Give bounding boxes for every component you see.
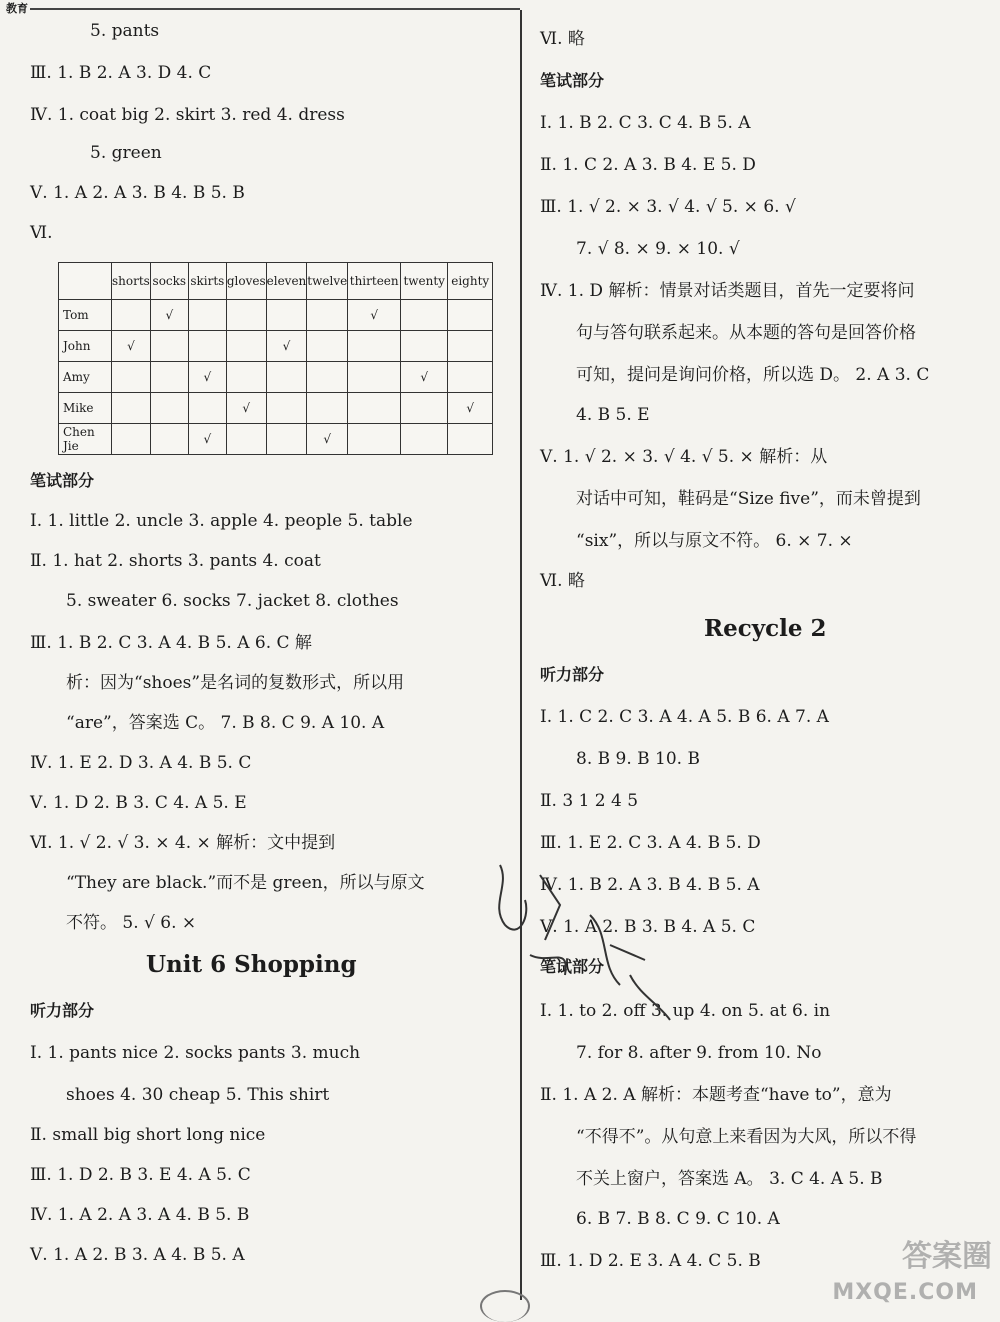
table-cell bbox=[112, 300, 151, 331]
table-header-cell: skirts bbox=[188, 263, 226, 300]
answer-line: 不符。 5. √ 6. × bbox=[66, 913, 197, 933]
watermark bbox=[822, 1225, 992, 1305]
table-cell bbox=[150, 362, 188, 393]
table-cell bbox=[226, 300, 266, 331]
answer-line: 6. B 7. B 8. C 9. C 10. A bbox=[576, 1209, 780, 1229]
section-heading: 笔试部分 bbox=[540, 957, 605, 976]
table-cell bbox=[188, 393, 226, 424]
answer-line: Ⅲ. 1. D 2. B 3. E 4. A 5. C bbox=[30, 1165, 251, 1185]
answer-line: “They are black.”而不是 green，所以与原文 bbox=[66, 873, 425, 893]
answer-line: 对话中可知，鞋码是“Size five”，而未曾提到 bbox=[576, 489, 921, 509]
table-header-row bbox=[59, 263, 493, 300]
table-cell: √ bbox=[348, 300, 401, 331]
answer-line: Ⅲ. 1. D 2. E 3. A 4. C 5. B bbox=[540, 1251, 761, 1271]
table-cell: √ bbox=[401, 362, 448, 393]
table-cell bbox=[448, 300, 493, 331]
table-cell bbox=[150, 424, 188, 455]
answer-line: Ⅳ. 1. coat big 2. skirt 3. red 4. dress bbox=[30, 105, 345, 125]
answer-line: Ⅰ. 1. little 2. uncle 3. apple 4. people 5. table bbox=[30, 511, 413, 531]
answer-line: Ⅲ. 1. B 2. C 3. A 4. B 5. A 6. C 解 bbox=[30, 633, 312, 653]
table-cell: √ bbox=[307, 424, 348, 455]
table-cell: √ bbox=[226, 393, 266, 424]
table-header-cell: eighty bbox=[448, 263, 493, 300]
table-row bbox=[59, 393, 493, 424]
table-cell: √ bbox=[188, 424, 226, 455]
watermark-text: 答案圈 bbox=[902, 1239, 992, 1274]
section-heading: 听力部分 bbox=[540, 665, 605, 684]
answer-line: Ⅳ. 1. D 解析：情景对话类题目，首先一定要将问 bbox=[540, 281, 915, 301]
answer-line: Ⅱ. 1. C 2. A 3. B 4. E 5. D bbox=[540, 155, 756, 175]
answer-line: Ⅰ. 1. to 2. off 3. up 4. on 5. at 6. in bbox=[540, 1001, 831, 1021]
answer-line: 5. green bbox=[90, 143, 162, 163]
table-cell bbox=[266, 300, 307, 331]
answer-line: Ⅴ. 1. A 2. B 3. B 4. A 5. C bbox=[540, 917, 756, 937]
answer-line: Ⅱ. 1. hat 2. shorts 3. pants 4. coat bbox=[30, 551, 321, 571]
answer-line: 8. B 9. B 10. B bbox=[576, 749, 700, 769]
section-heading: 笔试部分 bbox=[30, 471, 95, 490]
answer-line: Ⅵ. 1. √ 2. √ 3. × 4. × 解析：文中提到 bbox=[30, 833, 336, 853]
table-row bbox=[59, 300, 493, 331]
answer-line: 7. √ 8. × 9. × 10. √ bbox=[576, 239, 740, 259]
table-cell bbox=[150, 393, 188, 424]
handwriting-scribble bbox=[470, 845, 700, 1035]
table-header-cell: shorts bbox=[112, 263, 151, 300]
row-name: Amy bbox=[59, 362, 112, 393]
table-cell bbox=[448, 362, 493, 393]
answer-line: 不关上窗户，答案选 A。 3. C 4. A 5. B bbox=[576, 1169, 883, 1189]
table-cell bbox=[188, 300, 226, 331]
answer-table bbox=[58, 262, 493, 455]
table-header-cell: gloves bbox=[226, 263, 266, 300]
table-cell bbox=[307, 300, 348, 331]
table-cell bbox=[401, 300, 448, 331]
answer-line: Ⅲ. 1. √ 2. × 3. √ 4. √ 5. × 6. √ bbox=[540, 197, 796, 217]
answer-line: 析：因为“shoes”是名词的复数形式，所以用 bbox=[66, 673, 405, 693]
table-row bbox=[59, 362, 493, 393]
table-cell: √ bbox=[150, 300, 188, 331]
answer-line: Ⅴ. 1. A 2. B 3. A 4. B 5. A bbox=[30, 1245, 245, 1265]
table-header-cell: eleven bbox=[266, 263, 307, 300]
table-cell bbox=[150, 331, 188, 362]
table-cell bbox=[226, 331, 266, 362]
table-cell bbox=[448, 331, 493, 362]
row-name: Tom bbox=[59, 300, 112, 331]
table-row bbox=[59, 331, 493, 362]
answer-line: “six”，所以与原文不符。 6. × 7. × bbox=[576, 531, 853, 551]
answer-line: shoes 4. 30 cheap 5. This shirt bbox=[66, 1085, 330, 1105]
row-name: John bbox=[59, 331, 112, 362]
answer-line: “are”，答案选 C。 7. B 8. C 9. A 10. A bbox=[66, 713, 385, 733]
table-cell bbox=[188, 331, 226, 362]
answer-line: 7. for 8. after 9. from 10. No bbox=[576, 1043, 822, 1063]
answer-line: Ⅱ. 3 1 2 4 5 bbox=[540, 791, 639, 811]
answer-line: Ⅲ. 1. E 2. C 3. A 4. B 5. D bbox=[540, 833, 761, 853]
table-header-cell: twelve bbox=[307, 263, 348, 300]
row-name: Chen Jie bbox=[59, 424, 112, 455]
table-header-cell bbox=[59, 263, 112, 300]
table-header-cell: thirteen bbox=[348, 263, 401, 300]
answer-line: Ⅰ. 1. C 2. C 3. A 4. A 5. B 6. A 7. A bbox=[540, 707, 829, 727]
answer-line: Ⅲ. 1. B 2. A 3. D 4. C bbox=[30, 63, 212, 83]
answer-line: Ⅰ. 1. pants nice 2. socks pants 3. much bbox=[30, 1043, 361, 1063]
table-cell bbox=[307, 331, 348, 362]
answer-line: 5. pants bbox=[90, 21, 160, 41]
watermark-url: MXQE.COM bbox=[832, 1280, 978, 1305]
table-row bbox=[59, 424, 493, 455]
answer-line: Ⅵ. 略 bbox=[540, 571, 585, 591]
answer-line: Ⅴ. 1. √ 2. × 3. √ 4. √ 5. × 解析：从 bbox=[540, 447, 828, 467]
table-header-cell: socks bbox=[150, 263, 188, 300]
header-mark: 教育 bbox=[6, 2, 28, 15]
answer-line: Ⅳ. 1. B 2. A 3. B 4. B 5. A bbox=[540, 875, 760, 895]
table-cell bbox=[401, 393, 448, 424]
answer-line: Ⅳ. 1. A 2. A 3. A 4. B 5. B bbox=[30, 1205, 250, 1225]
table-cell bbox=[307, 393, 348, 424]
table-cell bbox=[112, 393, 151, 424]
answer-line: Ⅴ. 1. A 2. A 3. B 4. B 5. B bbox=[30, 183, 245, 203]
table-cell bbox=[307, 362, 348, 393]
recycle-title: Recycle 2 bbox=[704, 615, 827, 642]
table-cell: √ bbox=[448, 393, 493, 424]
table-cell: √ bbox=[266, 331, 307, 362]
top-rule bbox=[30, 8, 520, 10]
table-cell: √ bbox=[188, 362, 226, 393]
column-divider bbox=[520, 10, 522, 1300]
table-cell bbox=[112, 424, 151, 455]
row-name: Mike bbox=[59, 393, 112, 424]
answer-line: Ⅵ. bbox=[30, 223, 53, 243]
answer-line: 4. B 5. E bbox=[576, 405, 650, 425]
table-cell bbox=[266, 424, 307, 455]
table-cell bbox=[112, 362, 151, 393]
answer-line: 可知，提问是询问价格，所以选 D。 2. A 3. C bbox=[576, 365, 930, 385]
answer-line: “不得不”。从句意上来看因为大风，所以不得 bbox=[576, 1127, 917, 1147]
answer-line: Ⅱ. 1. A 2. A 解析：本题考查“have to”，意为 bbox=[540, 1085, 892, 1105]
table-cell bbox=[348, 393, 401, 424]
answer-line: Ⅰ. 1. B 2. C 3. C 4. B 5. A bbox=[540, 113, 751, 133]
answer-line: Ⅳ. 1. E 2. D 3. A 4. B 5. C bbox=[30, 753, 252, 773]
section-heading: 笔试部分 bbox=[540, 71, 605, 90]
table-cell bbox=[226, 362, 266, 393]
table-cell bbox=[348, 362, 401, 393]
table-cell bbox=[226, 424, 266, 455]
answer-line: Ⅱ. small big short long nice bbox=[30, 1125, 266, 1145]
answer-line: 5. sweater 6. socks 7. jacket 8. clothes bbox=[66, 591, 399, 611]
table-cell bbox=[348, 331, 401, 362]
answer-line: 句与答句联系起来。从本题的答句是回答价格 bbox=[576, 323, 916, 343]
section-heading: 听力部分 bbox=[30, 1001, 95, 1020]
table-header-cell: twenty bbox=[401, 263, 448, 300]
table-cell bbox=[348, 424, 401, 455]
page-number-arc bbox=[480, 1290, 530, 1322]
answer-line: Ⅴ. 1. D 2. B 3. C 4. A 5. E bbox=[30, 793, 247, 813]
table-cell bbox=[401, 424, 448, 455]
unit-title: Unit 6 Shopping bbox=[146, 951, 357, 978]
table-cell bbox=[266, 362, 307, 393]
table-cell: √ bbox=[112, 331, 151, 362]
table-cell bbox=[401, 331, 448, 362]
table-cell bbox=[266, 393, 307, 424]
table-cell bbox=[448, 424, 493, 455]
answer-line: Ⅵ. 略 bbox=[540, 29, 585, 49]
